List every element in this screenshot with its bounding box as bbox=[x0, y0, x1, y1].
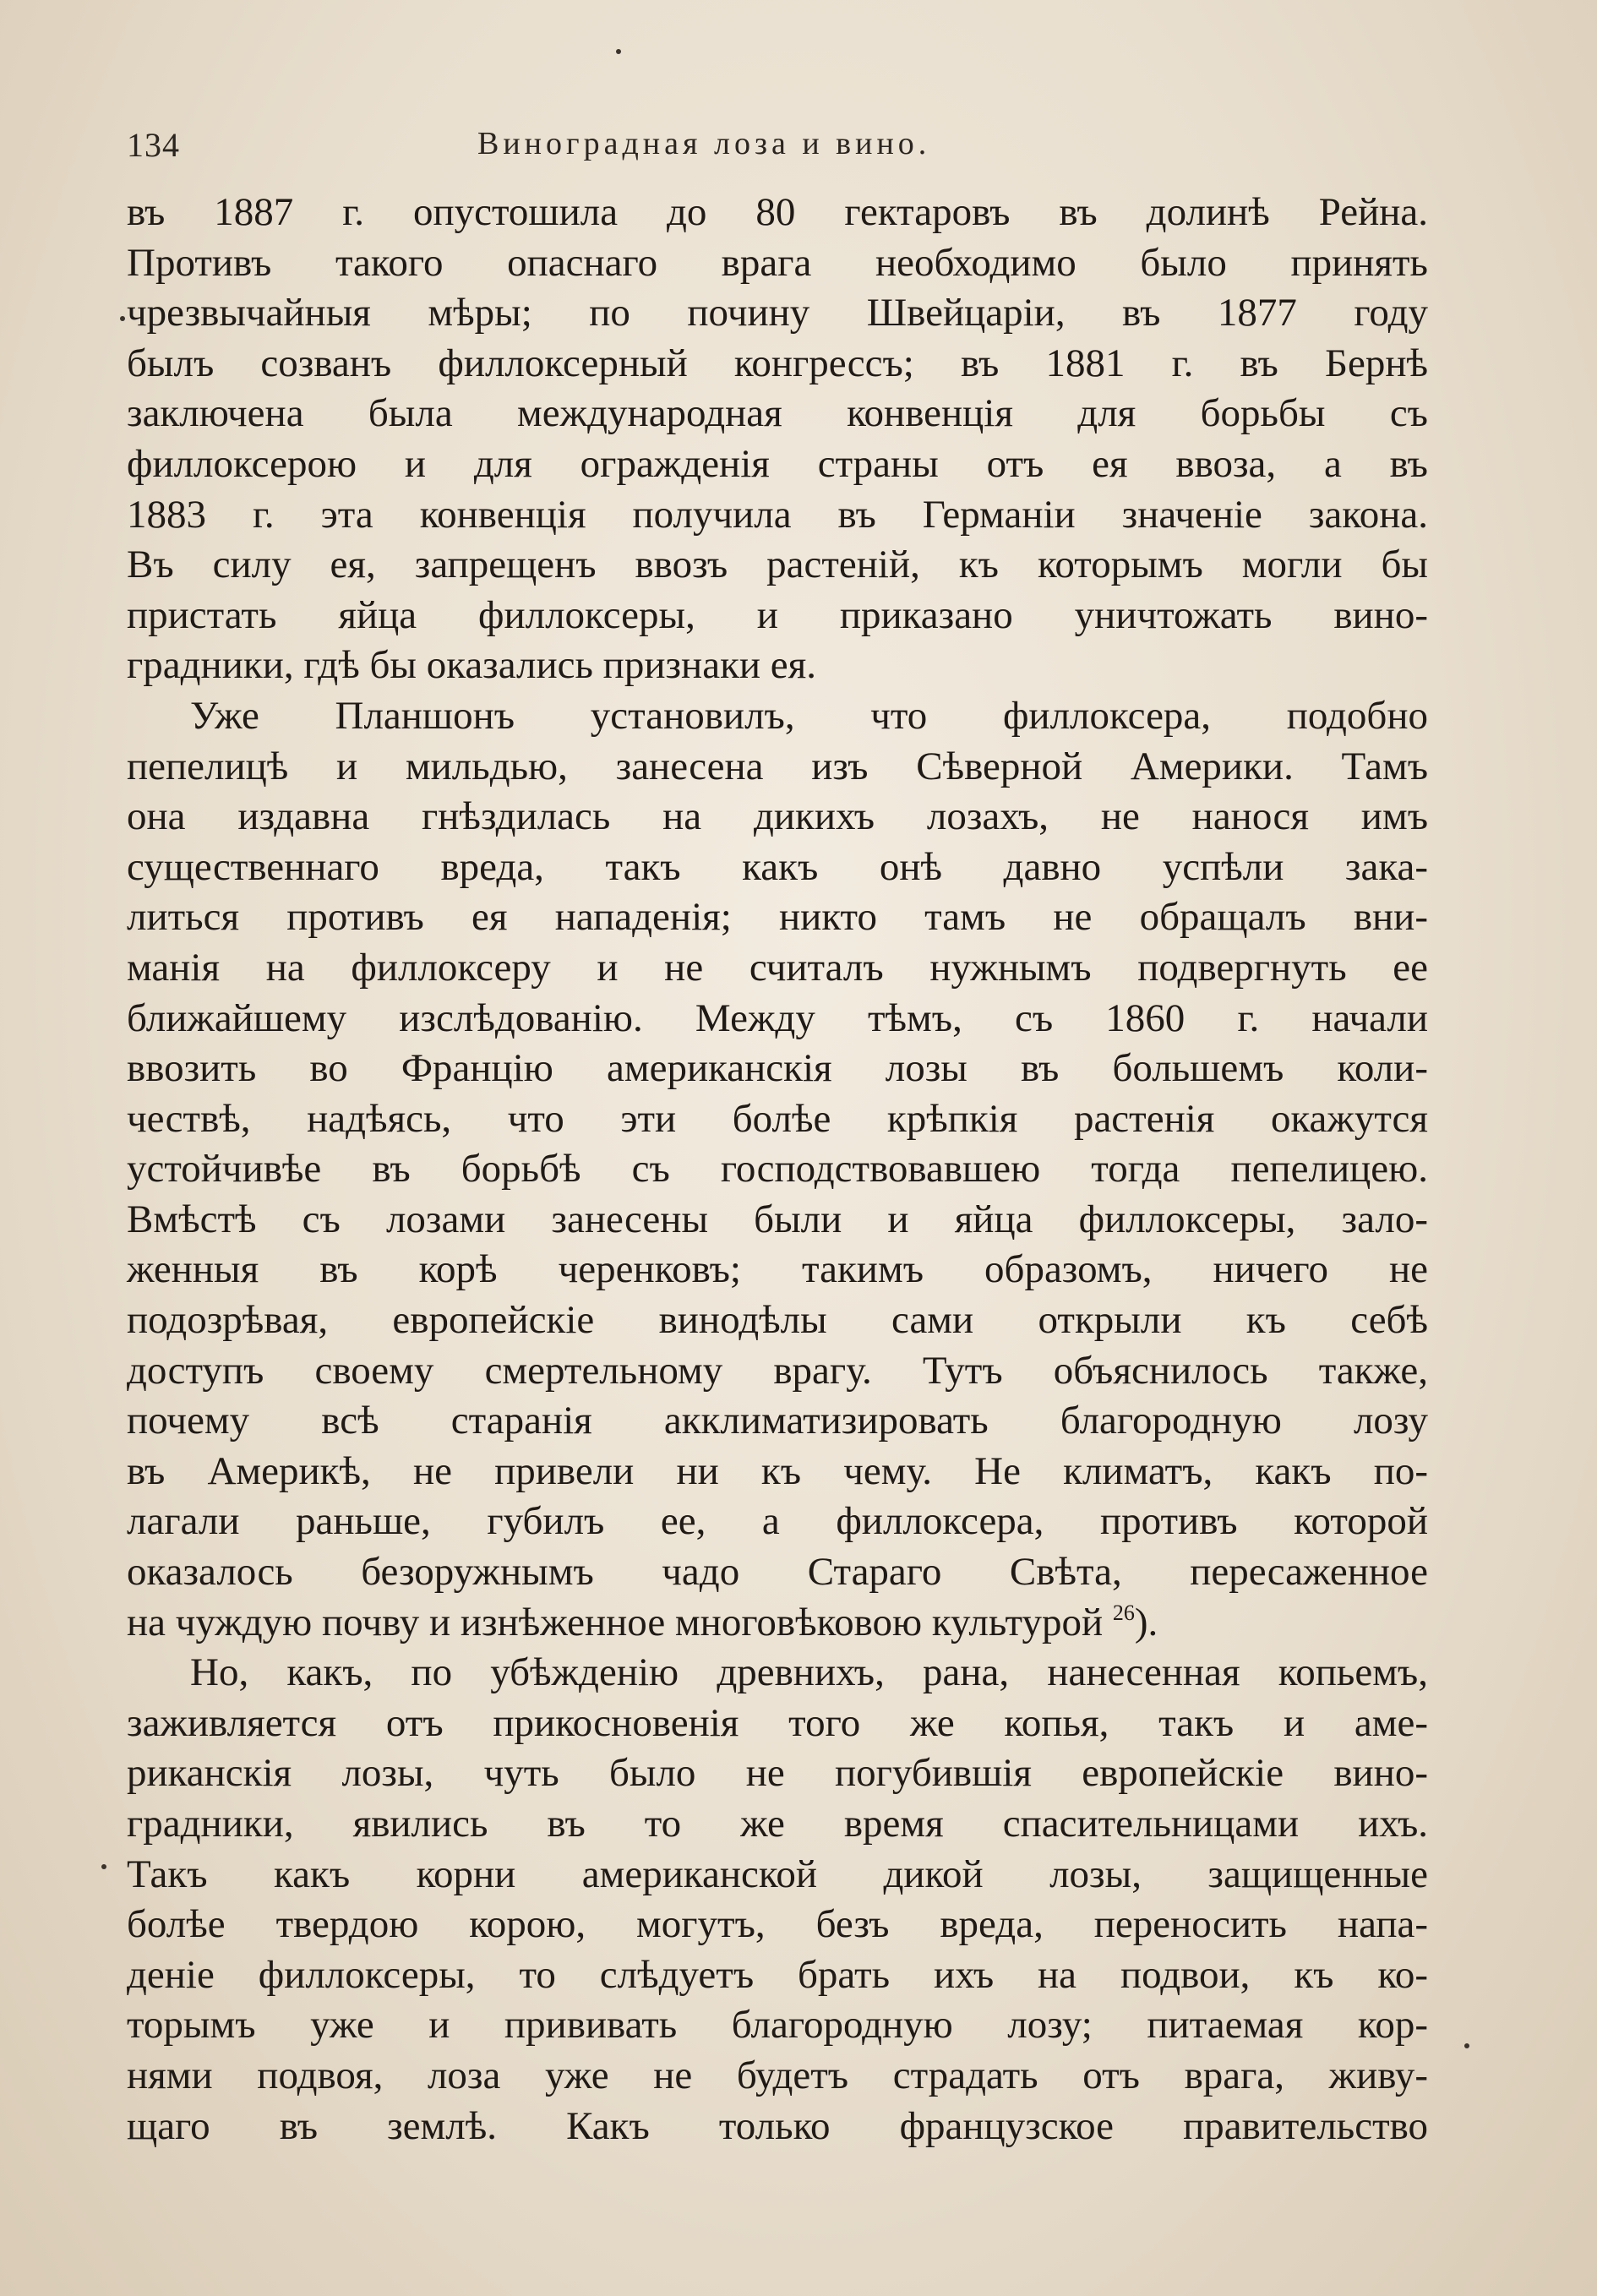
footnote-reference: 26 bbox=[1112, 1600, 1135, 1625]
text-line: въ Америкѣ, не привели ни къ чему. Не климатъ, какъ по- bbox=[127, 1448, 1428, 1493]
body-text bbox=[127, 188, 1428, 2151]
text-line: щаго въ землѣ. Какъ только французское правительство bbox=[127, 2103, 1428, 2148]
text-line: чрезвычайныя мѣры; по почину Швейцаріи, въ 1877 году bbox=[127, 291, 1428, 335]
text-line: подозрѣвая, европейскіе винодѣлы сами открыли къ себѣ bbox=[127, 1298, 1428, 1343]
text-line: въ 1887 г. опустошила до 80 гектаровъ въ долинѣ Рейна. bbox=[127, 190, 1428, 234]
text-line: ближайшему изслѣдованію. Между тѣмъ, съ 1860 г. начали bbox=[127, 995, 1428, 1040]
text-line: Такъ какъ корни американской дикой лозы, защищенные bbox=[127, 1852, 1428, 1896]
text-line: заключена была международная конвенція для борьбы съ bbox=[127, 391, 1428, 436]
text-line: Но, какъ, по убѣжденію древнихъ, рана, нанесенная копьемъ, bbox=[190, 1650, 1428, 1695]
text-line: лагали раньше, губилъ ее, а филлоксера, противъ которой bbox=[127, 1499, 1428, 1544]
running-title: Виноградная лоза и вино. bbox=[477, 126, 931, 161]
text-line-body: на чуждую почву и изнѣженное многовѣковою культурой bbox=[127, 1600, 1104, 1644]
page-number: 134 bbox=[127, 126, 180, 164]
text-line: литься противъ ея нападенія; никто тамъ не обращалъ вни- bbox=[127, 895, 1428, 940]
text-line: градники, явились въ то же время спасительницами ихъ. bbox=[127, 1802, 1428, 1846]
text-line: 1883 г. эта конвенція получила въ Германіи значеніе закона. bbox=[127, 492, 1428, 537]
text-line: пепелицѣ и мильдью, занесена изъ Сѣверной Америки. Тамъ bbox=[127, 744, 1428, 788]
text-line: Противъ такого опаснаго врага необходимо было принять bbox=[127, 240, 1428, 285]
text-line: деніе филлоксеры, то слѣдуетъ брать ихъ на подвои, къ ко- bbox=[127, 1952, 1428, 1997]
text-line: градники, гдѣ бы оказались признаки ея. bbox=[127, 643, 817, 688]
text-line: заживляется отъ прикосновенія того же копья, такъ и аме- bbox=[127, 1700, 1428, 1745]
text-line-with-footnote bbox=[127, 1598, 1428, 1649]
text-line: пристать яйца филлоксеры, и приказано уничтожать вино- bbox=[127, 592, 1428, 637]
ink-speck bbox=[616, 49, 621, 54]
text-line: существеннаго вреда, такъ какъ онѣ давно успѣли зака- bbox=[127, 844, 1428, 889]
text-line: торымъ уже и прививать благородную лозу; питаемая кор- bbox=[127, 2003, 1428, 2048]
text-line: Уже Планшонъ установилъ, что филлоксера, подобно bbox=[190, 693, 1428, 738]
text-line: Въ силу ея, запрещенъ ввозъ растеній, къ которымъ могли бы bbox=[127, 543, 1428, 587]
ink-speck bbox=[101, 1864, 106, 1869]
text-line: чествѣ, надѣясь, что эти болѣе крѣпкія растенія окажутся bbox=[127, 1096, 1428, 1141]
text-line: риканскія лозы, чуть было не погубившія европейскіе вино- bbox=[127, 1751, 1428, 1796]
text-line: устойчивѣе въ борьбѣ съ господствовавшею тогда пепелицею. bbox=[127, 1147, 1428, 1192]
page-header bbox=[127, 125, 1445, 167]
text-line: женныя въ корѣ черенковъ; такимъ образомъ, ничего не bbox=[127, 1247, 1428, 1292]
text-line: оказалось безоружнымъ чадо Стараго Свѣта, пересаженное bbox=[127, 1550, 1428, 1595]
text-line: ввозить во Францію американскія лозы въ большемъ коли- bbox=[127, 1046, 1428, 1091]
text-line: болѣе твердою корою, могутъ, безъ вреда, переносить напа- bbox=[127, 1902, 1428, 1947]
text-line: нями подвоя, лоза уже не будетъ страдать отъ врага, живу- bbox=[127, 2053, 1428, 2097]
text-line: Вмѣстѣ съ лозами занесены были и яйца филлоксеры, зало- bbox=[127, 1197, 1428, 1241]
text-line: манія на филлоксеру и не считалъ нужнымъ подвергнуть ее bbox=[127, 945, 1428, 990]
footnote-closing: ). bbox=[1134, 1600, 1158, 1644]
ink-speck bbox=[1464, 2043, 1469, 2048]
text-line: она издавна гнѣздилась на дикихъ лозахъ, не нанося имъ bbox=[127, 794, 1428, 839]
text-line: почему всѣ старанія акклиматизировать благородную лозу bbox=[127, 1399, 1428, 1443]
text-line: былъ созванъ филлоксерный конгрессъ; въ 1881 г. въ Бернѣ bbox=[127, 341, 1428, 385]
ink-speck bbox=[120, 316, 125, 321]
text-line: доступъ своему смертельному врагу. Тутъ объяснилось также, bbox=[127, 1348, 1428, 1393]
text-line: филлоксерою и для огражденія страны отъ ея ввоза, а въ bbox=[127, 441, 1428, 486]
